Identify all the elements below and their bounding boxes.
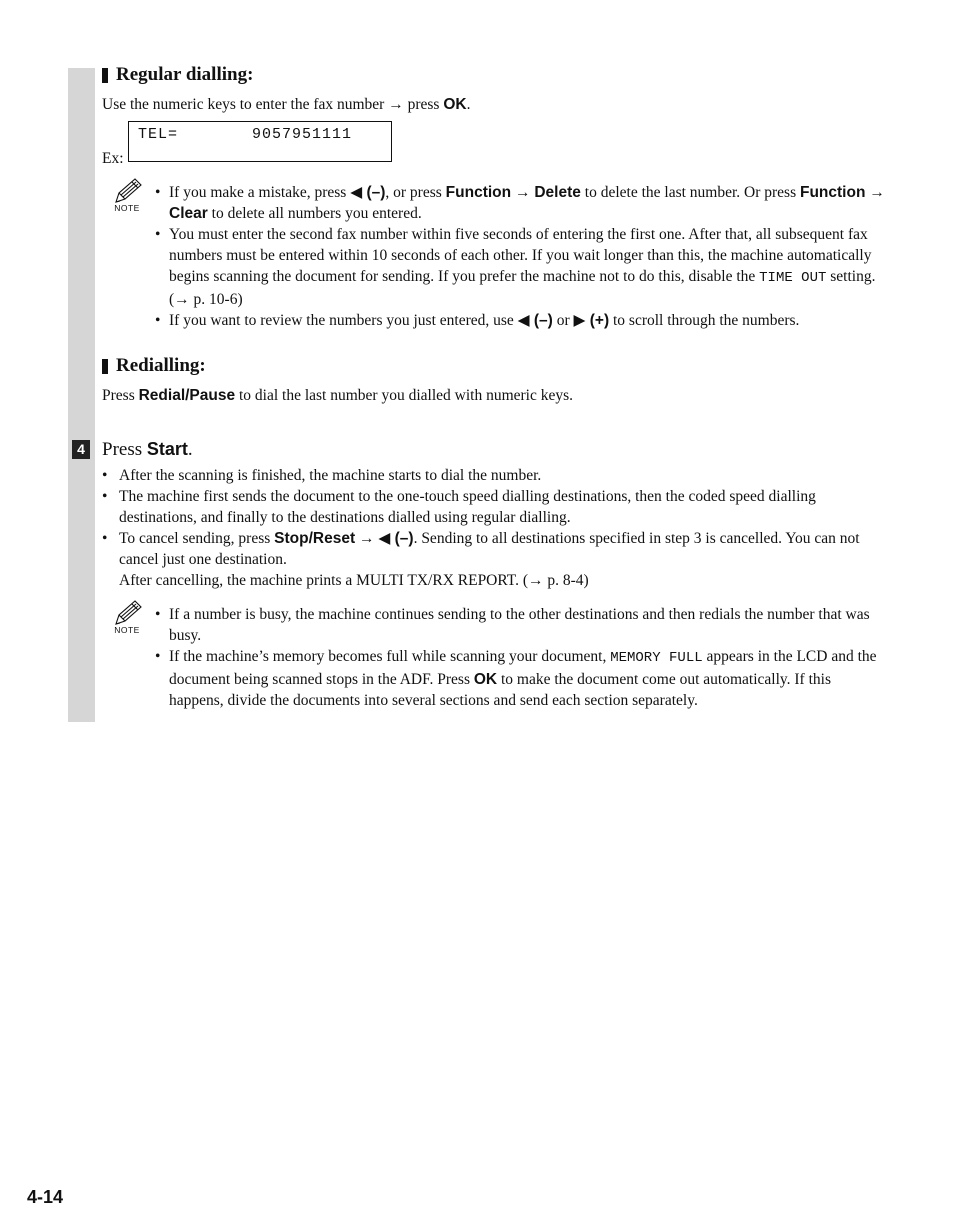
redialling-heading: Redialling: — [102, 355, 206, 377]
heading-marker — [102, 68, 108, 83]
heading-marker — [102, 359, 108, 374]
list-item: • The machine first sends the document to the one-touch speed dialling destinations, then the coded speed dialling destinations, and finally to the destinations dialled using regular dialling. — [102, 486, 872, 528]
list-item: • If you make a mistake, press ◀ (–), or press Function → Delete to delete the last number. Or press Function → Clear to delete all numbers you entered. — [155, 182, 885, 224]
note-label: NOTE — [114, 625, 140, 635]
note-icon — [110, 177, 144, 213]
lcd-label: TEL= — [138, 126, 179, 143]
regular-dialling-heading: Regular dialling: — [102, 64, 253, 86]
redial-pause-key: Redial/Pause — [138, 387, 236, 404]
list-item: • After the scanning is finished, the machine starts to dial the number. — [102, 465, 872, 486]
list-item: • If a number is busy, the machine continues sending to the other destinations and then redials the number that was busy. — [155, 604, 885, 646]
note2-list — [155, 604, 885, 711]
list-item: • To cancel sending, press Stop/Reset → ◀ (–). Sending to all destinations specified in step 3 is cancelled. You can not cancel just one destination. After cancelling, the machine prints a MULTI TX/RX REPORT. (→ p. 8-4) — [102, 528, 872, 591]
note-icon — [110, 599, 144, 635]
note1-list — [155, 182, 885, 331]
list-item: • If the machine’s memory becomes full while scanning your document, MEMORY FULL appears in the LCD and the document being scanned stops in the ADF. Press OK to make the document come out automatically. If this happens, divide the documents into several sections and send each section separately. — [155, 646, 885, 711]
step4-list — [102, 465, 872, 591]
margin-bar — [68, 68, 95, 722]
note-label: NOTE — [114, 203, 140, 213]
list-item: • You must enter the second fax number within five seconds of entering the first one. After that, all subsequent fax numbers must be entered within 10 seconds of each other. If you wait longer than this, the machine automatically begins scanning the document for sending. If you prefer the machine not to do this, disable the TIME OUT setting. (→ p. 10-6) — [155, 224, 885, 310]
step-number-badge: 4 — [72, 440, 90, 459]
lcd-number: 9057951111 — [252, 126, 353, 143]
page-number: 4-14 — [27, 1187, 64, 1207]
lcd-display — [128, 121, 392, 162]
ok-key: OK — [443, 96, 467, 113]
list-item: • If you want to review the numbers you just entered, use ◀ (–) or ▶ (+) to scroll through the numbers. — [155, 310, 885, 331]
start-key: Start — [146, 439, 188, 459]
example-label: Ex: — [102, 150, 124, 167]
redialling-instruction: Press Redial/Pause to dial the last number you dialled with numeric keys. — [102, 387, 574, 404]
step-4-title: Press Start. — [102, 439, 193, 460]
regular-dialling-instruction: Use the numeric keys to enter the fax number → press OK. — [102, 96, 471, 113]
